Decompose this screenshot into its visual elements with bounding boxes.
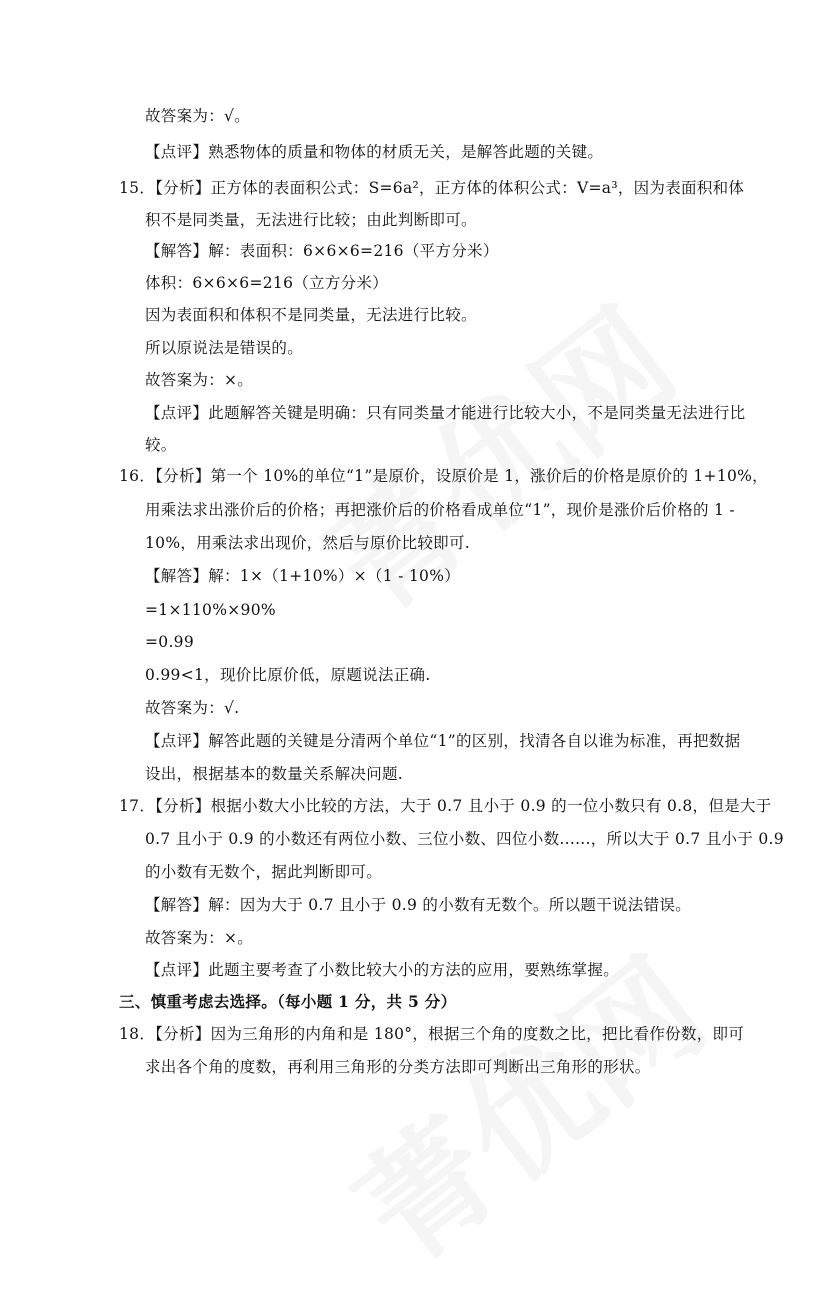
q15-comment-cont: 较。: [145, 436, 177, 454]
q16-compare: 0.99<1，现价比原价低，原题说法正确.: [145, 666, 431, 684]
q17-comment: 【点评】此题主要考查了小数比较大小的方法的应用，要熟练掌握。: [145, 961, 620, 979]
q15-analysis-cont: 积不是同类量，无法进行比较；由此判断即可。: [145, 211, 477, 229]
q15-reason: 因为表面积和体积不是同类量，无法进行比较。: [145, 306, 477, 324]
q16-step1: =1×110%×90%: [145, 601, 276, 619]
comment-line: 【点评】熟悉物体的质量和物体的材质无关，是解答此题的关键。: [145, 143, 604, 161]
q18-analysis-cont: 求出各个角的度数，再利用三角形的分类方法即可判断出三角形的形状。: [145, 1058, 651, 1076]
q15-analysis: 15．【分析】正方体的表面积公式：S=6a²，正方体的体积公式：V=a³，因为表面积和体: [119, 179, 745, 197]
q16-analysis-cont1: 用乘法求出涨价后的价格；再把涨价后的价格看成单位“1”，现价是涨价后价格的 1 -: [145, 501, 735, 519]
q17-analysis-cont2: 的小数有无数个，据此判断即可。: [145, 863, 383, 881]
q16-comment-cont: 设出，根据基本的数量关系解决问题.: [145, 765, 404, 783]
q17-analysis: 17．【分析】根据小数大小比较的方法，大于 0.7 且小于 0.9 的一位小数只有 0.8，但是大于: [119, 797, 772, 815]
q18-analysis: 18．【分析】因为三角形的内角和是 180°，根据三个角的度数之比，把比看作份数，即可: [119, 1025, 745, 1043]
q15-solution: 【解答】解：表面积：6×6×6=216（平方分米）: [145, 242, 499, 260]
q16-answer: 故答案为：√.: [145, 699, 240, 717]
q15-answer: 故答案为：×。: [145, 371, 254, 389]
q17-answer: 故答案为：×。: [145, 929, 254, 947]
q16-solution: 【解答】解：1×（1+10%）×（1 - 10%）: [145, 567, 461, 585]
q16-step2: =0.99: [145, 633, 194, 651]
q16-comment: 【点评】解答此题的关键是分清两个单位“1”的区别，找清各自以谁为标准，再把数据: [145, 732, 741, 750]
answer-line: 故答案为：√。: [145, 107, 250, 125]
section-heading: 三、慎重考虑去选择。（每小题 1 分，共 5 分）: [119, 992, 457, 1011]
q16-analysis-cont2: 10%，用乘法求出现价，然后与原价比较即可.: [145, 534, 470, 552]
q16-analysis: 16．【分析】第一个 10%的单位“1”是原价，设原价是 1，涨价后的价格是原价的 1+10%，: [119, 467, 768, 485]
q17-solution: 【解答】解：因为大于 0.7 且小于 0.9 的小数有无数个。所以题干说法错误。: [145, 896, 692, 914]
q15-comment: 【点评】此题解答关键是明确：只有同类量才能进行比较大小，不是同类量无法进行比: [145, 404, 746, 422]
q15-conclusion: 所以原说法是错误的。: [145, 339, 304, 357]
q17-analysis-cont1: 0.7 且小于 0.9 的小数还有两位小数、三位小数、四位小数......，所以大于 0.7 且小于 0.9: [145, 830, 784, 848]
q15-volume: 体积：6×6×6=216（立方分米）: [145, 274, 389, 292]
